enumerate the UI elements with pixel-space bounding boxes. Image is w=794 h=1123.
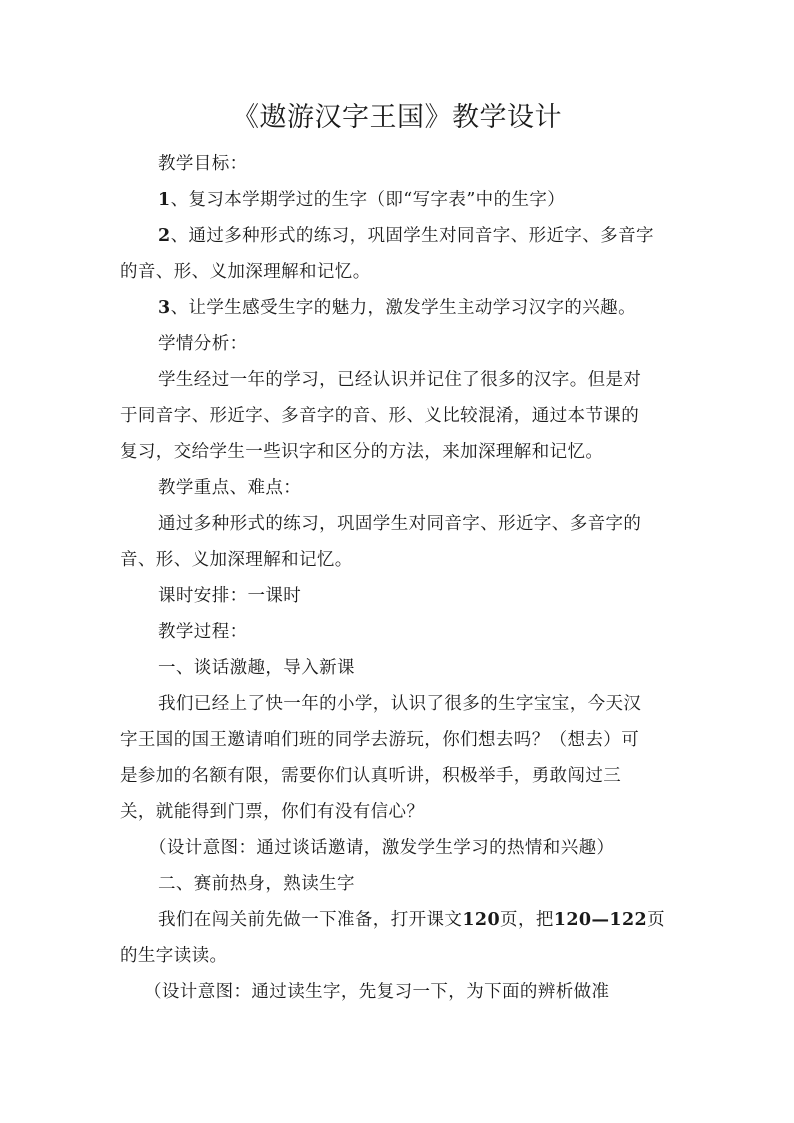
objective-1-number: 1	[158, 190, 171, 210]
objective-3	[120, 290, 676, 326]
key-points-line-1: 通过多种形式的练习，巩固学生对同音字、形近字、多音字的	[158, 514, 642, 534]
objective-1-text: 、复习本学期学过的生字（即“写字表”中的生字）	[170, 190, 566, 210]
objective-2-number: 2	[158, 226, 171, 246]
step-2-line-1-part-c: 页	[647, 910, 666, 930]
objective-2-line-1-text: 、通过多种形式的练习，巩固学生对同音字、形近字、多音字	[170, 226, 654, 246]
step-1-line-4: 关，就能得到门票，你们有没有信心？	[120, 802, 425, 822]
objective-2-line-1	[120, 218, 676, 254]
step-2-heading: 二、赛前热身，熟读生字	[158, 874, 355, 894]
objective-3-number: 3	[158, 298, 171, 318]
step-2-paragraph	[120, 902, 676, 974]
step-1-heading: 一、谈话激趣，导入新课	[158, 658, 355, 678]
step-2-line-1-part-a: 我们在闯关前先做一下准备，打开课文	[158, 910, 463, 930]
analysis-line-2: 于同音字、形近字、多音字的音、形、义比较混淆，通过本节课的	[120, 406, 640, 426]
analysis-line-3: 复习，交给学生一些识字和区分的方法，来加深理解和记忆。	[120, 442, 604, 462]
document-title: 《遨游汉字王国》教学设计	[232, 102, 562, 133]
step-2-line-2: 的生字读读。	[120, 946, 228, 966]
step-2-page-number-1: 120	[462, 910, 501, 930]
step-2-page-range: 120—122	[553, 910, 648, 930]
objective-2-line-2: 的音、形、义加深理解和记忆。	[120, 262, 371, 282]
objectives-heading: 教学目标：	[158, 154, 248, 174]
schedule-line: 课时安排：一课时	[158, 586, 302, 606]
analysis-line-1: 学生经过一年的学习，已经认识并记住了很多的汉字。但是对	[158, 370, 642, 390]
objective-2	[120, 218, 676, 290]
document-body	[120, 146, 676, 1010]
step-1-line-1: 我们已经上了快一年的小学，认识了很多的生字宝宝，今天汉	[158, 694, 642, 714]
step-2-intent: （设计意图：通过读生字，先复习一下，为下面的辨析做准	[144, 982, 610, 1002]
step-1-line-2: 字王国的国王邀请咱们班的同学去游玩，你们想去吗？（想去）可	[120, 730, 640, 750]
analysis-heading: 学情分析：	[158, 334, 248, 354]
process-heading: 教学过程：	[158, 622, 248, 642]
key-points-paragraph	[120, 506, 676, 578]
step-2-line-1	[120, 902, 676, 938]
objective-1	[120, 182, 676, 218]
analysis-paragraph	[120, 362, 676, 470]
key-points-line-2: 音、形、义加深理解和记忆。	[120, 550, 353, 570]
step-1-paragraph	[120, 686, 676, 830]
step-1-intent: （设计意图：通过谈话邀请，激发学生学习的热情和兴趣）	[149, 838, 615, 858]
objective-3-text: 、让学生感受生字的魅力，激发学生主动学习汉字的兴趣。	[170, 298, 636, 318]
step-1-line-3: 是参加的名额有限，需要你们认真听讲，积极举手，勇敢闯过三	[120, 766, 622, 786]
step-2-line-1-part-b: 页，把	[500, 910, 554, 930]
key-points-heading: 教学重点、难点：	[158, 478, 302, 498]
